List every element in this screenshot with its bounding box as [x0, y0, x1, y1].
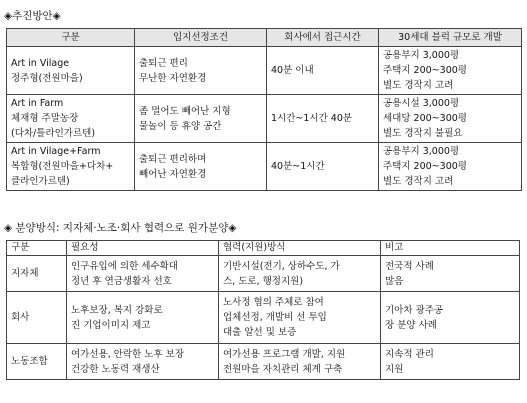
plan-location-line: 출퇴근 편리하며 [139, 153, 207, 165]
note-cell [381, 292, 520, 344]
need-cell [67, 256, 219, 292]
need-cell [67, 292, 219, 344]
method-cell [219, 344, 381, 380]
plan-type-line: Art in Vilage [11, 57, 70, 69]
plan-scale-line: 세대당 200~300평 [383, 113, 467, 124]
plan-table [6, 28, 522, 191]
sales-table-header [7, 241, 520, 256]
plan-scale-line: 주택지 200~300평 [383, 65, 467, 76]
plan-location-cell [135, 95, 267, 143]
plan-location-cell [135, 47, 267, 95]
note-line: 많음 [385, 275, 404, 287]
plan-scale-line: 공용시설 3,000평 [383, 98, 460, 109]
plan-scale-line: 별도 경작지 고려 [383, 80, 454, 91]
need-line: 건강한 노동력 재생산 [71, 363, 160, 375]
plan-scale-cell [379, 95, 522, 143]
plan-type-line: Art in Farm [11, 98, 64, 109]
note-cell [381, 344, 520, 380]
method-line: 스, 도로, 행정지원) [223, 275, 304, 287]
note-line: 지원 [385, 363, 404, 375]
plan-type-line: 복합형(전원마을+다차+ [11, 161, 114, 172]
note-line: 장 분양 사례 [385, 319, 437, 331]
plan-scale-line: 공용부지 3,000평 [383, 146, 460, 157]
plan-type-line: Art in Vilage+Farm [11, 146, 101, 157]
plan-type-cell [7, 95, 135, 143]
need-line: 노후보장, 복지 강화로 [71, 304, 163, 316]
plan-type-cell [7, 143, 135, 191]
header-note: 비고 [381, 241, 520, 256]
sales-table [6, 240, 520, 380]
plan-scale-line: 별도 경작지 고려 [383, 176, 454, 187]
plan-access-cell: 40분~1시간 [267, 143, 379, 191]
header-need: 필요성 [67, 241, 219, 256]
header-party: 구분 [7, 241, 67, 256]
note-line: 전국적 사례 [385, 260, 434, 272]
plan-type-line: 체재형 주말농장 [11, 113, 79, 124]
method-line: 전원마을 자치관리 체계 구축 [223, 363, 343, 375]
sales-row-2 [7, 292, 520, 344]
party-cell: 노동조합 [7, 344, 67, 380]
plan-location-line: 좀 멀어도 빼어난 지형 [139, 105, 231, 117]
plan-location-line: 물놀이 등 휴양 공간 [139, 120, 222, 132]
section-1-title: ◈추진방안◈ [4, 10, 61, 22]
section-2-title: ◈ 분양방식: 지자체·노조·회사 협력으로 원가분양◈ [4, 222, 237, 234]
plan-location-line: 무난한 자연환경 [139, 72, 207, 84]
party-cell: 지자체 [7, 256, 67, 292]
plan-type-line: 클라인가르텐) [11, 176, 70, 187]
method-cell [219, 292, 381, 344]
header-location: 입지선정조건 [135, 29, 267, 47]
note-line: 지속적 관리 [385, 348, 434, 360]
plan-scale-cell [379, 143, 522, 191]
plan-row-3 [7, 143, 522, 191]
sales-row-1 [7, 256, 520, 292]
plan-scale-cell [379, 47, 522, 95]
plan-type-line: (다차/틀라인가르텐) [11, 128, 96, 139]
plan-location-line: 빼어난 자연환경 [139, 168, 207, 180]
plan-location-line: 출퇴근 편리 [139, 57, 188, 69]
header-access: 회사에서 접근시간 [267, 29, 379, 47]
party-cell: 회사 [7, 292, 67, 344]
plan-access-cell: 40분 이내 [267, 47, 379, 95]
note-line: 기아차 광주공 [385, 304, 444, 316]
plan-scale-line: 공용부지 3,000평 [383, 50, 460, 61]
plan-access-cell: 1시간~1시간 40분 [267, 95, 379, 143]
need-line: 인구유입에 의한 세수확대 [71, 260, 178, 272]
sales-row-3 [7, 344, 520, 380]
plan-scale-line: 주택지 200~300평 [383, 161, 467, 172]
method-line: 노사정 협의 주체로 참여 [223, 297, 324, 308]
note-cell [381, 256, 520, 292]
plan-location-cell [135, 143, 267, 191]
plan-table-header [7, 29, 522, 47]
header-method: 협력(지원)방식 [219, 241, 381, 256]
plan-type-line: 정주형(전원마을) [11, 72, 83, 84]
plan-row-1 [7, 47, 522, 95]
method-cell [219, 256, 381, 292]
method-line: 업체선정, 개발비 선 투입 [223, 312, 327, 323]
plan-scale-line: 별도 경작지 불필요 [383, 128, 463, 139]
need-line: 정년 후 연금생활자 선호 [71, 275, 172, 287]
header-type: 구분 [7, 29, 135, 47]
header-scale: 30세대 블럭 규모로 개발 [379, 29, 522, 47]
plan-row-2 [7, 95, 522, 143]
method-line: 기반시설(전기, 상하수도, 가 [223, 260, 340, 272]
method-line: 여가선용 프로그램 개발, 지원 [223, 348, 346, 360]
plan-type-cell [7, 47, 135, 95]
need-line: 여가선용, 안락한 노후 보장 [71, 348, 185, 360]
method-line: 대출 알선 및 보증 [223, 327, 297, 338]
need-cell [67, 344, 219, 380]
need-line: 진 기업이미지 제고 [71, 319, 151, 331]
